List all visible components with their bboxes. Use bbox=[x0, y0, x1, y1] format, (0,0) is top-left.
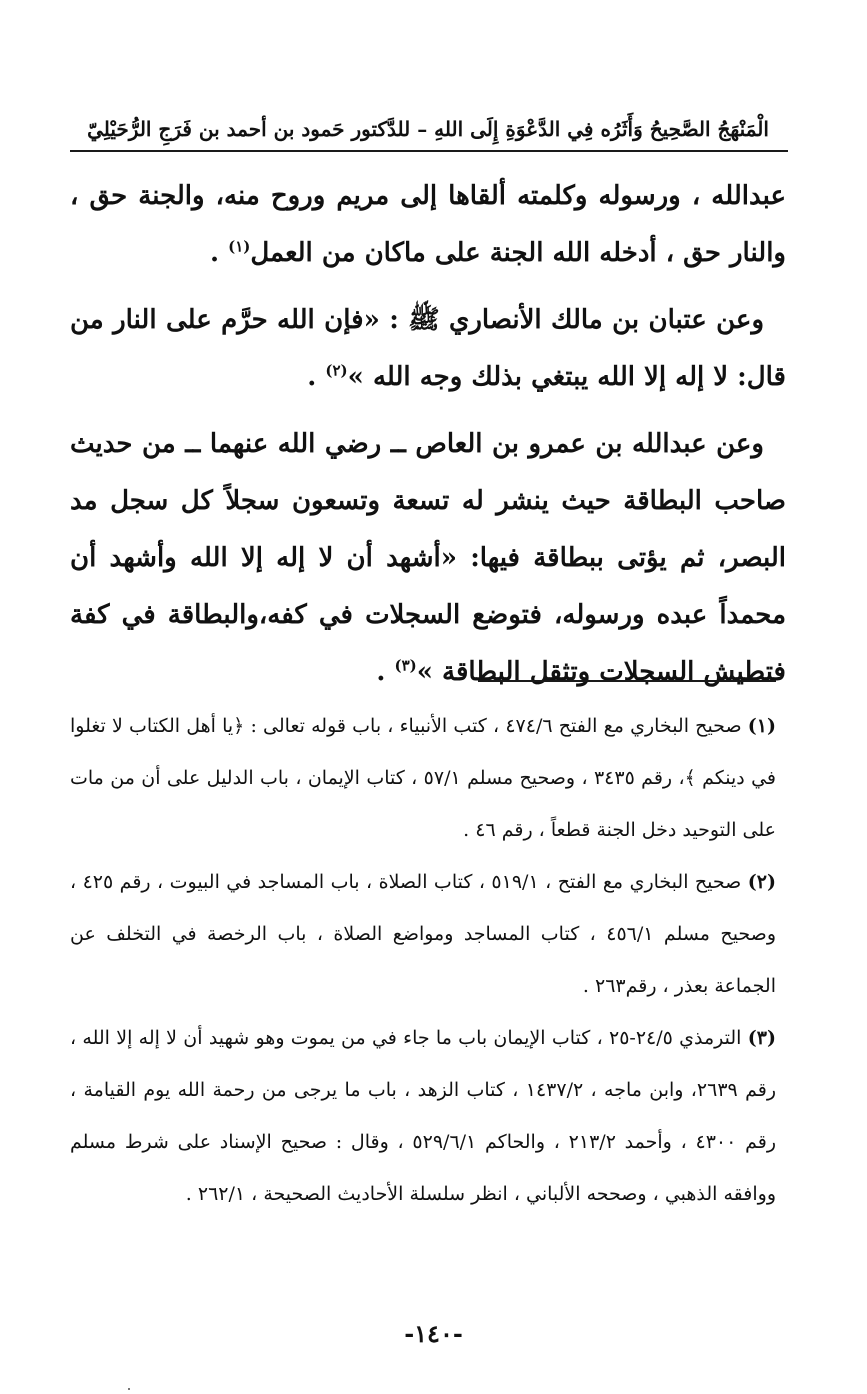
footnote-text: صحيح البخاري مع الفتح ٤٧٤/٦ ، كتب الأنبياء ، باب قوله تعالى : ﴿يا أهل الكتاب لا تغلوا في دينكم ﴾، رقم ٣٤٣٥ ، وصحيح مسلم ٥٧/١ ، كتاب الإيمان ، باب الدليل على أن من مات على التوحيد دخل الجنة قطعاً ، رقم ٤٦ . bbox=[70, 715, 776, 841]
page-number: -١٤٠- bbox=[404, 1319, 463, 1348]
footnote-ref[interactable]: (٣) bbox=[394, 656, 417, 675]
paragraph-tail: . bbox=[376, 657, 395, 687]
footnote-number: (١) bbox=[747, 715, 776, 737]
footnote-text: الترمذي ٢٤/٥-٢٥ ، كتاب الإيمان باب ما جاء في من يموت وهو شهيد أن لا إله إلا الله ، رقم ٢٦٣٩، وابن ماجه ، ١٤٣٧/٢ ، كتاب الزهد ، باب ما يرجى من رحمة الله يوم القيامة ، رقم ٤٣٠٠ ، وأحمد ٢١٣/٢ ، والحاكم ٥٢٩/٦/١ ، وقال : صحيح الإسناد على شرط مسلم ووافقه الذهبي ، وصححه الألباني ، انظر سلسلة الأحاديث الصحيحة ، ٢٦٢/١ . bbox=[70, 1027, 776, 1205]
footnote-text: صحيح البخاري مع الفتح ، ٥١٩/١ ، كتاب الصلاة ، باب المساجد في البيوت ، رقم ٤٢٥ ، وصحيح مسلم ٤٥٦/١ ، كتاب المساجد ومواضع الصلاة ، باب الرخصة في التخلف عن الجماعة بعذر ، رقم٢٦٣ . bbox=[70, 871, 776, 997]
footnote-ref[interactable]: (٢) bbox=[325, 361, 348, 380]
main-text bbox=[70, 168, 786, 701]
body-paragraph bbox=[70, 168, 786, 282]
paragraph-text: وعن عبدالله بن عمرو بن العاص ــ رضي الله عنهما ــ من حديث صاحب البطاقة حيث ينشر له تسعة وتسعون سجلاً كل سجل مد البصر، ثم يؤتى ببطاقة فيها: «أشهد أن لا إله إلا الله وأشهد أن محمداً عبده ورسوله، فتوضع السجلات في كفه،والبطاقة في كفة فتطيش السجلات وتثقل البطاقة » bbox=[70, 429, 786, 687]
footnotes bbox=[70, 700, 776, 1220]
footnote-number: (٢) bbox=[747, 871, 776, 893]
footnote-divider bbox=[478, 680, 776, 682]
running-header: الْمَنْهَجُ الصَّحِيحُ وَأَثَرُه فِي الدَّعْوَةِ إِلَى اللهِ – للدَّكتور حَمود بن أحمد بن فَرَجِ الرُّحَيْلِيّ bbox=[87, 117, 769, 141]
footnote-number: (٣) bbox=[747, 1027, 776, 1049]
body-paragraph bbox=[70, 292, 786, 406]
paragraph-text: عبدالله ، ورسوله وكلمته ألقاها إلى مريم وروح منه، والجنة حق ، والنار حق ، أدخله الله الجنة على ماكان من العمل bbox=[70, 181, 786, 268]
footnote-item bbox=[70, 700, 776, 856]
scan-speck bbox=[128, 1388, 130, 1390]
body-paragraph bbox=[70, 416, 786, 701]
footnote-item bbox=[70, 1012, 776, 1220]
paragraph-tail: . bbox=[209, 238, 229, 268]
footnote-ref[interactable]: (١) bbox=[228, 237, 251, 256]
paragraph-text: وعن عتبان بن مالك الأنصاري ﷺ : «فإن الله حرَّم على النار من قال: لا إله إلا الله يبتغي بذلك وجه الله » bbox=[70, 305, 786, 392]
paragraph-tail: . bbox=[307, 362, 326, 392]
footnote-item bbox=[70, 856, 776, 1012]
header-divider bbox=[70, 150, 788, 152]
